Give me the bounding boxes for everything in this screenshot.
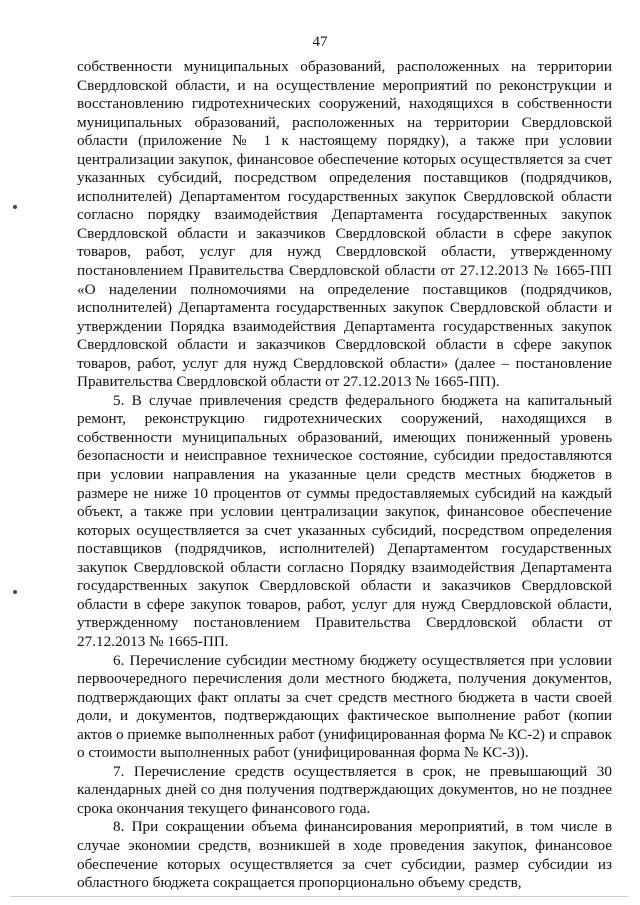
- document-body: [77, 58, 612, 893]
- scan-edge-line: [10, 896, 628, 897]
- paragraph-continuation: собственности муниципальных образований, расположенных на территории Свердловской области, и на осуществление мероприятий по реконструкции и восстановлению гидротехнических сооружений, находящихся в собственности муниципальных образований, расположенных на территории Свердловской области (приложение № 1 к настоящему порядку), а также при условии централизации закупок, финансовое обеспечение которых осуществляется за счет указанных субсидий, посредством определения поставщиков (подрядчиков, исполнителей) Департаментом государственных закупок Свердловской области согласно порядку взаимодействия Департамента государственных закупок Свердловской области и заказчиков Свердловской области в сфере закупок товаров, работ, услуг для нужд Свердловской области, утвержденному постановлением Правительства Свердловской области от 27.12.2013 № 1665-ПП «О наделении полномочиями на определение поставщиков (подрядчиков, исполнителей) Департамента государственных закупок Свердловской области и утверждении Порядка взаимодействия Департамента государственных закупок Свердловской области и заказчиков Свердловской области в сфере закупок товаров, работ, услуг для нужд Свердловской области» (далее – постановление Правительства Свердловской области от 27.12.2013 № 1665-ПП).: [77, 58, 612, 391]
- page-number: 47: [312, 34, 328, 50]
- binding-hole-mark: [13, 590, 17, 594]
- paragraph-item-8: 8. При сокращении объема финансирования мероприятий, в том числе в случае экономии средств, возникшей в ходе проведения закупок, финансовое обеспечение которых осуществляется за счет субсидии, размер субсидии из областного бюджета сокращается пропорционально объему средств,: [77, 818, 612, 892]
- binding-hole-mark: [13, 205, 17, 209]
- paragraph-item-6: 6. Перечисление субсидии местному бюджету осуществляется при условии первоочередного перечисления доли местного бюджета, получения документов, подтверждающих факт оплаты за счет средств местного бюджета в части своей доли, и документов, подтверждающих фактическое выполнение работ (копии актов о приемке выполненных работ (унифицированная форма № КС-2) и справок о стоимости выполненных работ (унифицированная форма № КС-3)).: [77, 651, 612, 762]
- paragraph-item-7: 7. Перечисление средств осуществляется в срок, не превышающий 30 календарных дней со дня получения подтверждающих документов, но не позднее срока окончания текущего финансового года.: [77, 762, 612, 817]
- paragraph-item-5: 5. В случае привлечения средств федерального бюджета на капитальный ремонт, реконструкцию гидротехнических сооружений, находящихся в собственности муниципальных образований, имеющих пониженный уровень безопасности и неисправное техническое состояние, субсидии предоставляются при условии направления на указанные цели средств местных бюджетов в размере не ниже 10 процентов от суммы предоставляемых субсидий на каждый объект, а также при условии централизации закупок, финансовое обеспечение которых осуществляется за счет указанных субсидий, посредством определения поставщиков (подрядчиков, исполнителей) Департаментом государственных закупок Свердловской области согласно Порядку взаимодействия Департамента государственных закупок Свердловской области и заказчиков Свердловской области в сфере закупок товаров, работ, услуг для нужд Свердловской области, утвержденному постановлением Правительства Свердловской области от 27.12.2013 № 1665-ПП.: [77, 391, 612, 650]
